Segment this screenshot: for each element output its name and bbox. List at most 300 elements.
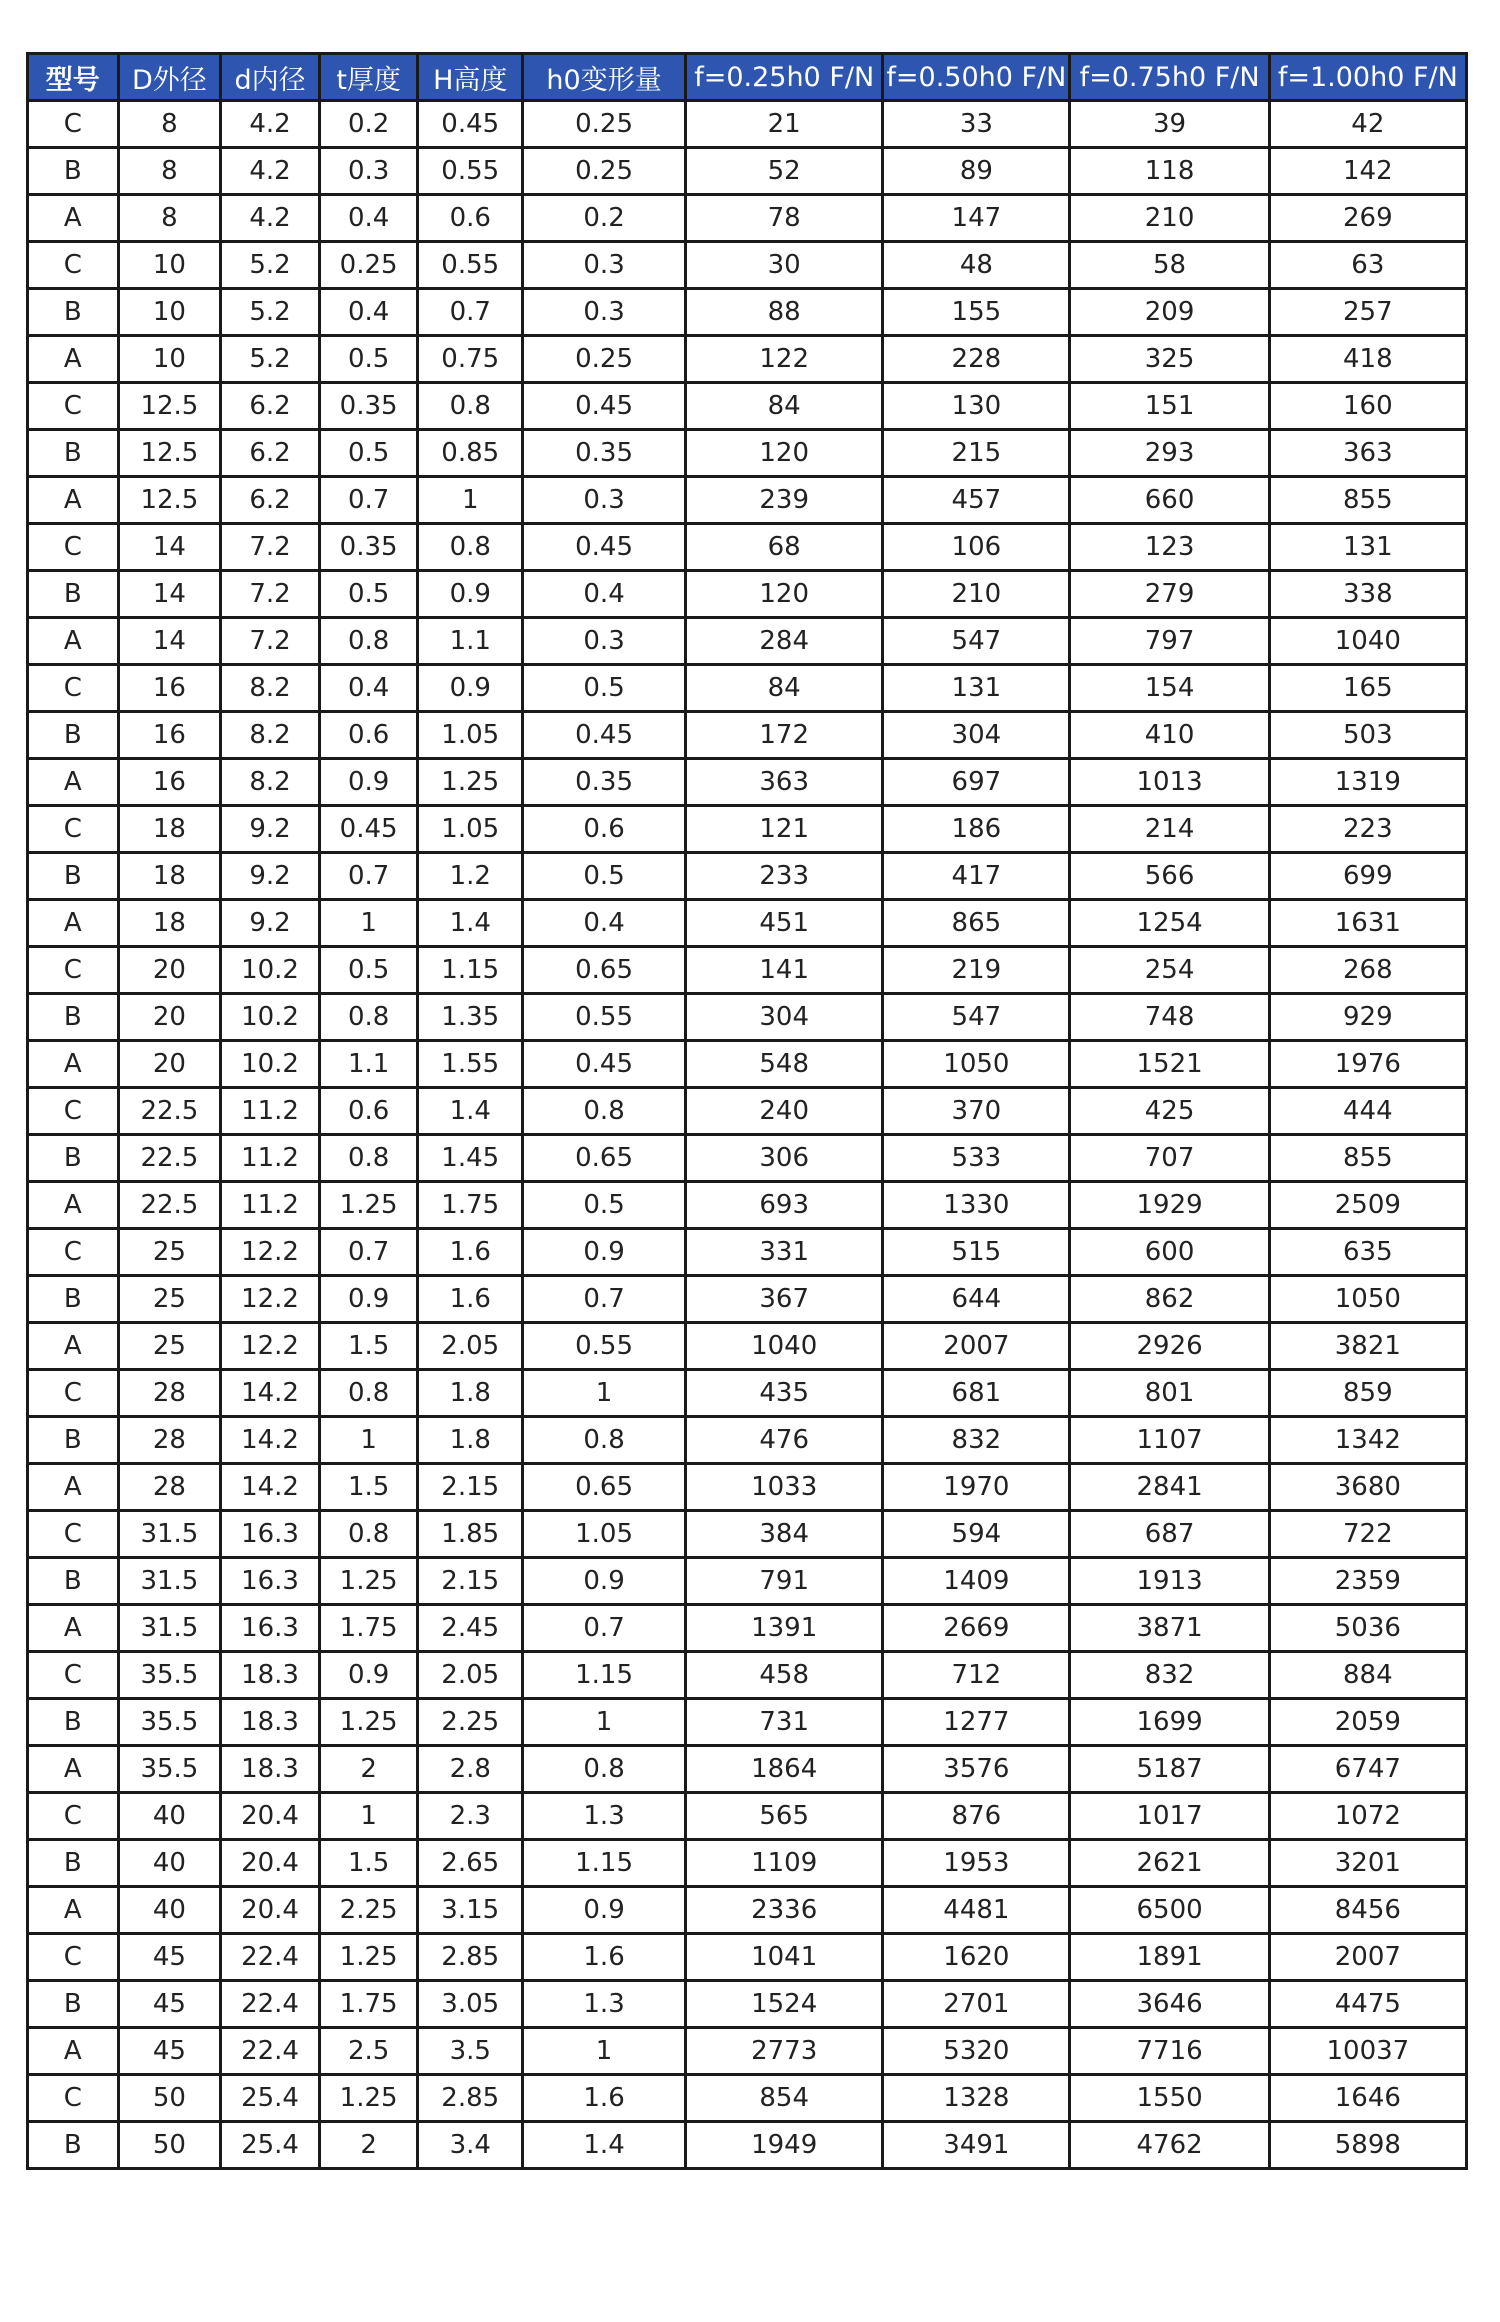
cell-outer-diameter: 50 — [118, 2075, 221, 2122]
cell-model: B — [28, 1276, 119, 1323]
table-row — [28, 1558, 1467, 1605]
cell-model: C — [28, 1229, 119, 1276]
cell-force-100: 1631 — [1269, 900, 1466, 947]
cell-force-100: 1646 — [1269, 2075, 1466, 2122]
cell-force-100: 160 — [1269, 383, 1466, 430]
cell-inner-diameter: 6.2 — [221, 430, 320, 477]
cell-deformation: 1.4 — [523, 2122, 686, 2169]
cell-height: 1.6 — [418, 1229, 523, 1276]
cell-model: A — [28, 900, 119, 947]
cell-height: 0.55 — [418, 242, 523, 289]
cell-force-075: 1929 — [1070, 1182, 1269, 1229]
table-row — [28, 759, 1467, 806]
table-row — [28, 1746, 1467, 1793]
cell-force-025: 1040 — [686, 1323, 883, 1370]
cell-force-050: 1050 — [883, 1041, 1070, 1088]
cell-force-100: 3680 — [1269, 1464, 1466, 1511]
cell-outer-diameter: 25 — [118, 1323, 221, 1370]
cell-deformation: 0.5 — [523, 1182, 686, 1229]
cell-force-050: 515 — [883, 1229, 1070, 1276]
cell-height: 0.55 — [418, 148, 523, 195]
cell-inner-diameter: 6.2 — [221, 383, 320, 430]
cell-height: 2.85 — [418, 1934, 523, 1981]
cell-force-100: 884 — [1269, 1652, 1466, 1699]
cell-inner-diameter: 18.3 — [221, 1746, 320, 1793]
table-row — [28, 1840, 1467, 1887]
cell-force-075: 1017 — [1070, 1793, 1269, 1840]
cell-inner-diameter: 4.2 — [221, 195, 320, 242]
cell-force-100: 257 — [1269, 289, 1466, 336]
cell-force-050: 832 — [883, 1417, 1070, 1464]
cell-outer-diameter: 20 — [118, 1041, 221, 1088]
cell-inner-diameter: 22.4 — [221, 1981, 320, 2028]
cell-outer-diameter: 8 — [118, 101, 221, 148]
cell-inner-diameter: 8.2 — [221, 759, 320, 806]
cell-height: 0.8 — [418, 383, 523, 430]
cell-inner-diameter: 7.2 — [221, 524, 320, 571]
cell-inner-diameter: 11.2 — [221, 1088, 320, 1135]
table-row — [28, 1699, 1467, 1746]
cell-force-075: 1699 — [1070, 1699, 1269, 1746]
table-row — [28, 1182, 1467, 1229]
cell-force-050: 3491 — [883, 2122, 1070, 2169]
cell-force-050: 1953 — [883, 1840, 1070, 1887]
cell-force-100: 63 — [1269, 242, 1466, 289]
cell-deformation: 0.9 — [523, 1558, 686, 1605]
table-row — [28, 1934, 1467, 1981]
cell-thickness: 0.8 — [319, 618, 418, 665]
cell-force-100: 223 — [1269, 806, 1466, 853]
cell-force-050: 1970 — [883, 1464, 1070, 1511]
cell-thickness: 0.8 — [319, 1370, 418, 1417]
cell-force-025: 122 — [686, 336, 883, 383]
cell-force-075: 2841 — [1070, 1464, 1269, 1511]
cell-inner-diameter: 14.2 — [221, 1417, 320, 1464]
cell-deformation: 0.9 — [523, 1887, 686, 1934]
cell-deformation: 0.35 — [523, 759, 686, 806]
cell-thickness: 1 — [319, 1793, 418, 1840]
cell-thickness: 0.45 — [319, 806, 418, 853]
cell-model: A — [28, 1323, 119, 1370]
cell-outer-diameter: 45 — [118, 1981, 221, 2028]
table-row — [28, 1041, 1467, 1088]
cell-outer-diameter: 12.5 — [118, 477, 221, 524]
cell-inner-diameter: 14.2 — [221, 1464, 320, 1511]
cell-force-050: 5320 — [883, 2028, 1070, 2075]
cell-height: 2.3 — [418, 1793, 523, 1840]
cell-model: B — [28, 430, 119, 477]
table-row — [28, 994, 1467, 1041]
cell-outer-diameter: 12.5 — [118, 383, 221, 430]
table-row — [28, 1793, 1467, 1840]
cell-force-100: 4475 — [1269, 1981, 1466, 2028]
header-inner-diameter: d内径 — [221, 54, 320, 101]
cell-force-075: 1254 — [1070, 900, 1269, 947]
cell-force-025: 1109 — [686, 1840, 883, 1887]
header-force-100: f=1.00h0 F/N — [1269, 54, 1466, 101]
cell-thickness: 0.35 — [319, 383, 418, 430]
cell-force-050: 533 — [883, 1135, 1070, 1182]
cell-force-100: 859 — [1269, 1370, 1466, 1417]
cell-force-025: 367 — [686, 1276, 883, 1323]
cell-outer-diameter: 45 — [118, 1934, 221, 1981]
cell-height: 1.55 — [418, 1041, 523, 1088]
cell-force-025: 306 — [686, 1135, 883, 1182]
cell-thickness: 1.25 — [319, 1558, 418, 1605]
cell-force-050: 1409 — [883, 1558, 1070, 1605]
cell-force-075: 566 — [1070, 853, 1269, 900]
cell-force-100: 1072 — [1269, 1793, 1466, 1840]
cell-outer-diameter: 14 — [118, 618, 221, 665]
cell-model: C — [28, 524, 119, 571]
cell-thickness: 0.7 — [319, 1229, 418, 1276]
cell-inner-diameter: 9.2 — [221, 853, 320, 900]
cell-deformation: 1.6 — [523, 1934, 686, 1981]
cell-height: 2.25 — [418, 1699, 523, 1746]
cell-model: C — [28, 1511, 119, 1558]
cell-force-075: 1550 — [1070, 2075, 1269, 2122]
cell-force-025: 2336 — [686, 1887, 883, 1934]
cell-force-025: 240 — [686, 1088, 883, 1135]
cell-height: 0.8 — [418, 524, 523, 571]
cell-inner-diameter: 18.3 — [221, 1699, 320, 1746]
cell-force-050: 547 — [883, 994, 1070, 1041]
cell-force-100: 635 — [1269, 1229, 1466, 1276]
header-row — [28, 54, 1467, 101]
cell-thickness: 0.7 — [319, 477, 418, 524]
cell-deformation: 0.45 — [523, 524, 686, 571]
cell-force-075: 209 — [1070, 289, 1269, 336]
cell-force-025: 548 — [686, 1041, 883, 1088]
cell-deformation: 0.8 — [523, 1088, 686, 1135]
cell-height: 2.05 — [418, 1323, 523, 1370]
table-row — [28, 336, 1467, 383]
cell-inner-diameter: 12.2 — [221, 1323, 320, 1370]
cell-height: 0.9 — [418, 571, 523, 618]
cell-inner-diameter: 20.4 — [221, 1840, 320, 1887]
cell-force-050: 186 — [883, 806, 1070, 853]
cell-deformation: 1 — [523, 2028, 686, 2075]
cell-inner-diameter: 7.2 — [221, 571, 320, 618]
cell-thickness: 2.25 — [319, 1887, 418, 1934]
cell-model: A — [28, 195, 119, 242]
cell-force-100: 418 — [1269, 336, 1466, 383]
cell-force-025: 1864 — [686, 1746, 883, 1793]
cell-force-025: 791 — [686, 1558, 883, 1605]
cell-force-050: 147 — [883, 195, 1070, 242]
cell-thickness: 0.9 — [319, 1652, 418, 1699]
cell-force-025: 284 — [686, 618, 883, 665]
cell-thickness: 0.8 — [319, 1511, 418, 1558]
table-row — [28, 101, 1467, 148]
cell-force-075: 832 — [1070, 1652, 1269, 1699]
cell-force-075: 7716 — [1070, 2028, 1269, 2075]
disc-spring-spec-table — [26, 52, 1468, 2170]
cell-force-025: 1949 — [686, 2122, 883, 2169]
cell-height: 0.85 — [418, 430, 523, 477]
table-row — [28, 1276, 1467, 1323]
cell-force-075: 3871 — [1070, 1605, 1269, 1652]
cell-inner-diameter: 4.2 — [221, 148, 320, 195]
cell-outer-diameter: 25 — [118, 1276, 221, 1323]
cell-force-075: 39 — [1070, 101, 1269, 148]
cell-height: 1.4 — [418, 900, 523, 947]
cell-force-075: 660 — [1070, 477, 1269, 524]
cell-thickness: 0.5 — [319, 430, 418, 477]
cell-inner-diameter: 18.3 — [221, 1652, 320, 1699]
cell-thickness: 2 — [319, 2122, 418, 2169]
cell-model: B — [28, 289, 119, 336]
header-force-025: f=0.25h0 F/N — [686, 54, 883, 101]
table-row — [28, 2028, 1467, 2075]
cell-height: 1.4 — [418, 1088, 523, 1135]
table-row — [28, 900, 1467, 947]
cell-deformation: 0.8 — [523, 1417, 686, 1464]
cell-force-050: 210 — [883, 571, 1070, 618]
cell-force-100: 1342 — [1269, 1417, 1466, 1464]
cell-force-050: 1620 — [883, 1934, 1070, 1981]
cell-outer-diameter: 35.5 — [118, 1746, 221, 1793]
cell-inner-diameter: 12.2 — [221, 1276, 320, 1323]
table-row — [28, 1605, 1467, 1652]
cell-force-025: 21 — [686, 101, 883, 148]
cell-thickness: 1.5 — [319, 1840, 418, 1887]
cell-force-050: 697 — [883, 759, 1070, 806]
table-row — [28, 1417, 1467, 1464]
cell-outer-diameter: 40 — [118, 1840, 221, 1887]
table-row — [28, 242, 1467, 289]
cell-force-025: 233 — [686, 853, 883, 900]
cell-thickness: 0.9 — [319, 1276, 418, 1323]
cell-outer-diameter: 18 — [118, 806, 221, 853]
cell-force-050: 155 — [883, 289, 1070, 336]
cell-force-075: 801 — [1070, 1370, 1269, 1417]
cell-height: 3.15 — [418, 1887, 523, 1934]
cell-outer-diameter: 28 — [118, 1464, 221, 1511]
cell-deformation: 0.25 — [523, 148, 686, 195]
cell-model: A — [28, 2028, 119, 2075]
table-row — [28, 1652, 1467, 1699]
cell-force-100: 1319 — [1269, 759, 1466, 806]
cell-thickness: 1 — [319, 1417, 418, 1464]
cell-outer-diameter: 8 — [118, 195, 221, 242]
cell-inner-diameter: 20.4 — [221, 1793, 320, 1840]
table-row — [28, 477, 1467, 524]
cell-deformation: 0.65 — [523, 1464, 686, 1511]
cell-force-025: 88 — [686, 289, 883, 336]
cell-deformation: 0.25 — [523, 336, 686, 383]
cell-force-025: 78 — [686, 195, 883, 242]
cell-thickness: 0.4 — [319, 195, 418, 242]
table-row — [28, 1887, 1467, 1934]
cell-outer-diameter: 40 — [118, 1887, 221, 1934]
cell-thickness: 1.1 — [319, 1041, 418, 1088]
cell-outer-diameter: 31.5 — [118, 1511, 221, 1558]
cell-outer-diameter: 20 — [118, 947, 221, 994]
cell-inner-diameter: 5.2 — [221, 336, 320, 383]
cell-inner-diameter: 11.2 — [221, 1135, 320, 1182]
cell-force-075: 151 — [1070, 383, 1269, 430]
cell-outer-diameter: 10 — [118, 336, 221, 383]
cell-force-100: 338 — [1269, 571, 1466, 618]
cell-inner-diameter: 4.2 — [221, 101, 320, 148]
cell-inner-diameter: 8.2 — [221, 712, 320, 759]
cell-height: 1.05 — [418, 806, 523, 853]
cell-force-100: 142 — [1269, 148, 1466, 195]
cell-model: B — [28, 994, 119, 1041]
cell-force-050: 1277 — [883, 1699, 1070, 1746]
cell-force-025: 121 — [686, 806, 883, 853]
cell-force-050: 219 — [883, 947, 1070, 994]
header-model: 型号 — [28, 54, 119, 101]
cell-thickness: 0.7 — [319, 853, 418, 900]
cell-outer-diameter: 35.5 — [118, 1652, 221, 1699]
table-row — [28, 806, 1467, 853]
table-row — [28, 1981, 1467, 2028]
cell-height: 2.8 — [418, 1746, 523, 1793]
cell-force-075: 1107 — [1070, 1417, 1269, 1464]
cell-inner-diameter: 22.4 — [221, 2028, 320, 2075]
cell-thickness: 1.25 — [319, 1699, 418, 1746]
cell-force-100: 363 — [1269, 430, 1466, 477]
cell-inner-diameter: 10.2 — [221, 947, 320, 994]
cell-force-100: 855 — [1269, 1135, 1466, 1182]
cell-model: A — [28, 1464, 119, 1511]
cell-model: C — [28, 1088, 119, 1135]
header-deformation: h0变形量 — [523, 54, 686, 101]
cell-model: C — [28, 1652, 119, 1699]
cell-thickness: 0.9 — [319, 759, 418, 806]
cell-force-025: 1391 — [686, 1605, 883, 1652]
table-row — [28, 1229, 1467, 1276]
cell-force-025: 1041 — [686, 1934, 883, 1981]
cell-force-100: 722 — [1269, 1511, 1466, 1558]
table-row — [28, 1464, 1467, 1511]
cell-force-075: 154 — [1070, 665, 1269, 712]
cell-deformation: 0.3 — [523, 618, 686, 665]
cell-inner-diameter: 12.2 — [221, 1229, 320, 1276]
cell-force-050: 2007 — [883, 1323, 1070, 1370]
cell-force-075: 2926 — [1070, 1323, 1269, 1370]
cell-force-075: 6500 — [1070, 1887, 1269, 1934]
cell-model: A — [28, 477, 119, 524]
header-thickness: t厚度 — [319, 54, 418, 101]
cell-force-100: 269 — [1269, 195, 1466, 242]
cell-outer-diameter: 25 — [118, 1229, 221, 1276]
cell-outer-diameter: 18 — [118, 853, 221, 900]
table-row — [28, 1135, 1467, 1182]
cell-force-100: 2509 — [1269, 1182, 1466, 1229]
cell-force-025: 141 — [686, 947, 883, 994]
cell-outer-diameter: 10 — [118, 242, 221, 289]
cell-inner-diameter: 9.2 — [221, 806, 320, 853]
cell-thickness: 0.6 — [319, 1088, 418, 1135]
cell-model: C — [28, 101, 119, 148]
table-row — [28, 665, 1467, 712]
cell-force-050: 89 — [883, 148, 1070, 195]
cell-force-100: 3821 — [1269, 1323, 1466, 1370]
cell-deformation: 1.15 — [523, 1840, 686, 1887]
cell-force-050: 370 — [883, 1088, 1070, 1135]
cell-model: A — [28, 1746, 119, 1793]
cell-deformation: 1.3 — [523, 1981, 686, 2028]
cell-inner-diameter: 25.4 — [221, 2122, 320, 2169]
table-row — [28, 1370, 1467, 1417]
cell-height: 3.5 — [418, 2028, 523, 2075]
cell-model: A — [28, 336, 119, 383]
cell-outer-diameter: 22.5 — [118, 1182, 221, 1229]
table-row — [28, 618, 1467, 665]
cell-force-025: 363 — [686, 759, 883, 806]
cell-force-050: 681 — [883, 1370, 1070, 1417]
cell-force-050: 3576 — [883, 1746, 1070, 1793]
cell-force-075: 1521 — [1070, 1041, 1269, 1088]
cell-force-075: 410 — [1070, 712, 1269, 759]
cell-inner-diameter: 11.2 — [221, 1182, 320, 1229]
cell-force-100: 3201 — [1269, 1840, 1466, 1887]
cell-force-075: 425 — [1070, 1088, 1269, 1135]
cell-deformation: 0.2 — [523, 195, 686, 242]
cell-force-075: 58 — [1070, 242, 1269, 289]
cell-force-075: 279 — [1070, 571, 1269, 618]
cell-thickness: 0.5 — [319, 571, 418, 618]
cell-model: B — [28, 1699, 119, 1746]
cell-force-025: 331 — [686, 1229, 883, 1276]
cell-height: 1.1 — [418, 618, 523, 665]
cell-force-075: 210 — [1070, 195, 1269, 242]
cell-force-075: 3646 — [1070, 1981, 1269, 2028]
cell-outer-diameter: 12.5 — [118, 430, 221, 477]
cell-force-100: 5036 — [1269, 1605, 1466, 1652]
cell-deformation: 0.9 — [523, 1229, 686, 1276]
cell-deformation: 1.05 — [523, 1511, 686, 1558]
table-row — [28, 2075, 1467, 2122]
cell-force-025: 304 — [686, 994, 883, 1041]
cell-outer-diameter: 16 — [118, 665, 221, 712]
cell-height: 2.05 — [418, 1652, 523, 1699]
cell-force-100: 165 — [1269, 665, 1466, 712]
cell-force-050: 33 — [883, 101, 1070, 148]
cell-deformation: 0.5 — [523, 665, 686, 712]
cell-force-050: 2669 — [883, 1605, 1070, 1652]
cell-force-050: 547 — [883, 618, 1070, 665]
cell-height: 1.2 — [418, 853, 523, 900]
table-row — [28, 853, 1467, 900]
cell-force-050: 228 — [883, 336, 1070, 383]
cell-thickness: 0.4 — [319, 665, 418, 712]
cell-force-100: 699 — [1269, 853, 1466, 900]
table-row — [28, 1323, 1467, 1370]
header-height: H高度 — [418, 54, 523, 101]
cell-height: 1.45 — [418, 1135, 523, 1182]
cell-thickness: 0.5 — [319, 336, 418, 383]
cell-thickness: 1.75 — [319, 1605, 418, 1652]
table-row — [28, 383, 1467, 430]
cell-force-050: 1328 — [883, 2075, 1070, 2122]
cell-model: A — [28, 759, 119, 806]
cell-model: C — [28, 665, 119, 712]
cell-deformation: 1.6 — [523, 2075, 686, 2122]
cell-force-075: 123 — [1070, 524, 1269, 571]
cell-height: 1.25 — [418, 759, 523, 806]
cell-deformation: 0.3 — [523, 477, 686, 524]
cell-force-100: 855 — [1269, 477, 1466, 524]
cell-force-025: 52 — [686, 148, 883, 195]
cell-thickness: 0.4 — [319, 289, 418, 336]
cell-inner-diameter: 22.4 — [221, 1934, 320, 1981]
cell-height: 0.75 — [418, 336, 523, 383]
cell-force-050: 865 — [883, 900, 1070, 947]
